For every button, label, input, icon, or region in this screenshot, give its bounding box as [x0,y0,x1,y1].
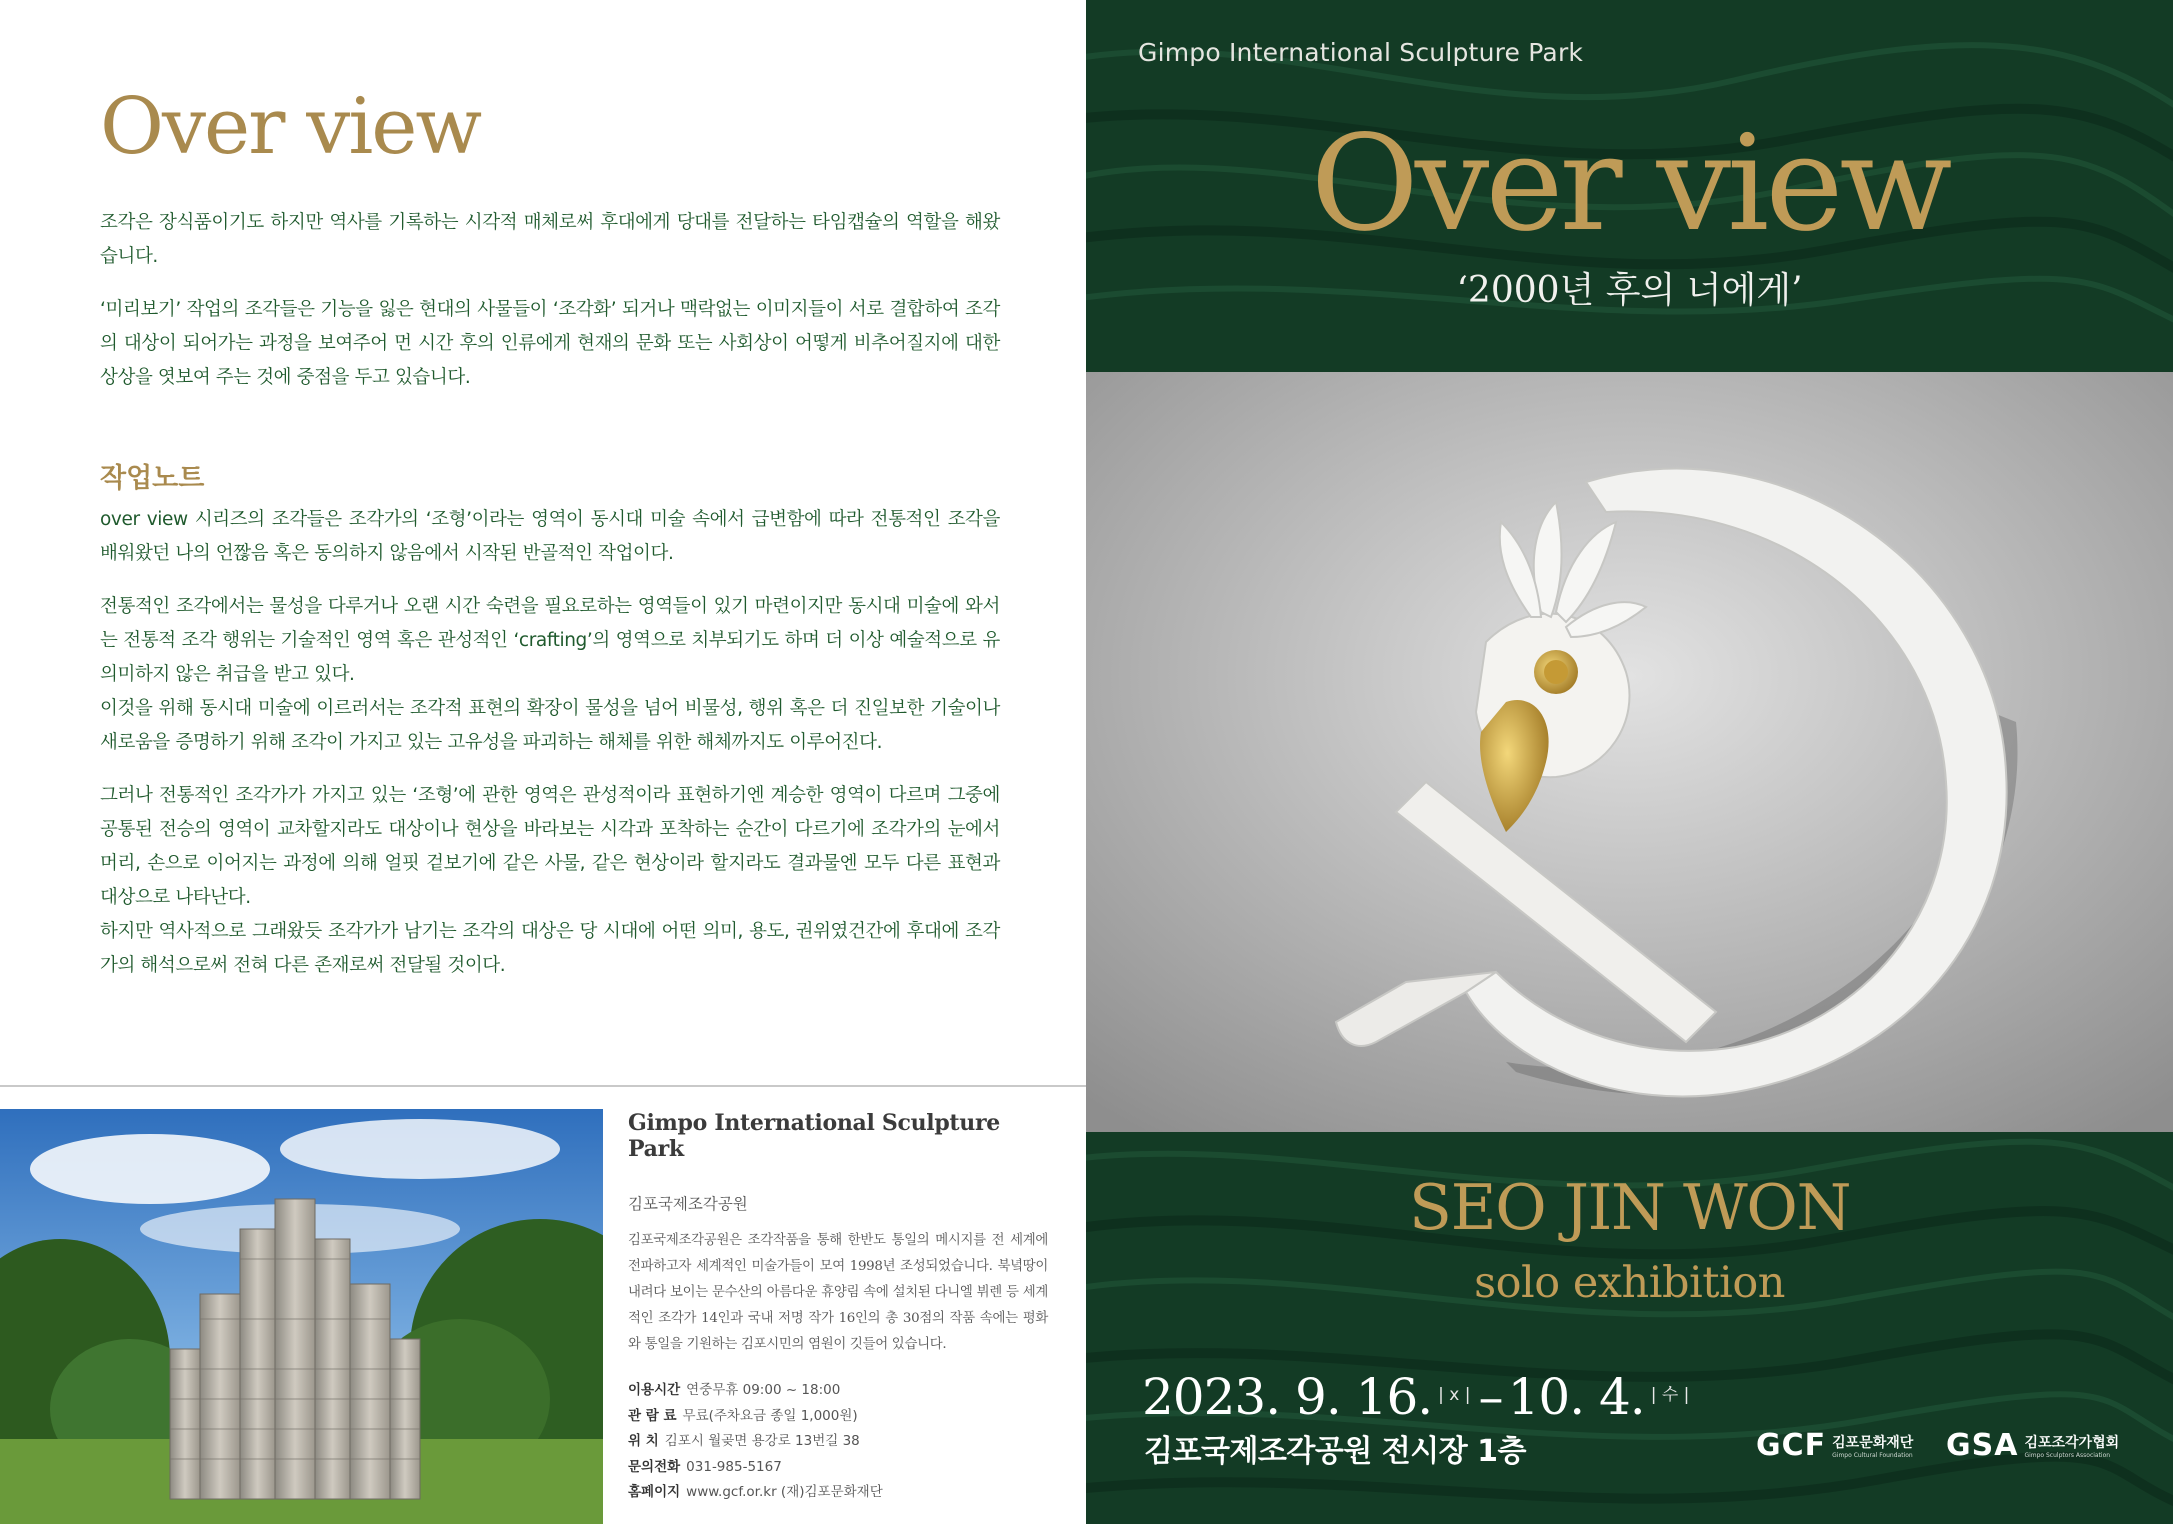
work-note-text [100,503,1000,983]
date-end-day: | 수 | [1650,1385,1690,1405]
date-separator: – [1478,1368,1503,1426]
date-end: 10. 4. [1507,1368,1645,1426]
exhibition-dates [1142,1368,1697,1426]
left-title: Over view [100,82,481,172]
artwork-photo [1086,372,2173,1132]
exhibition-title: Over view [1310,107,1949,261]
park-detail-phone: 문의전화 031-985-5167 [628,1458,782,1475]
note-paragraph: 그러나 전통적인 조각가가 가지고 있는 ‘조형’에 관한 영역은 관성적이라 표현하기엔 계승한 영역이 다르며 그중에 공통된 전승의 영역이 교차할지라도 대상이나 현상을 바라보는 시각과 포착하는 순간이 다르기에 조각가의 눈에서 머리, 손으로 이어지는 과정에 의해 얼핏 겉보기에 같은 사물, 같은 현상이라 할지라도 결과물엔 모두 다른 표현과 대상으로 나타난다. [100,785,1000,908]
intro-paragraph: 조각은 장식품이기도 하지만 역사를 기록하는 시각적 매체로써 후대에게 당대를 전달하는 타임캡슐의 역할을 해왔습니다. [100,212,1000,267]
exhibition-venue: 김포국제조각공원 전시장 1층 [1144,1434,1527,1469]
note-paragraph: 하지만 역사적으로 그래왔듯 조각가가 남기는 조각의 대상은 당 시대에 어떤 의미, 용도, 권위였건간에 후대에 조각가의 해석으로써 전혀 다른 존재로써 전달될 것이다. [100,921,1000,976]
left-page [0,0,1086,1524]
park-title: Gimpo International Sculpture Park [628,1110,1000,1162]
note-paragraph: 이것을 위해 동시대 미술에 이르러서는 조각적 표현의 확장이 물성을 넘어 비물성, 행위 혹은 더 진일보한 기술이나 새로움을 증명하기 위해 조각이 가지고 있는 고유성을 파괴하는 해체를 위한 해체까지도 이루어진다. [100,698,1000,753]
park-detail-location: 위 치 김포시 월곶면 용강로 13번길 38 [628,1433,860,1449]
park-description: 김포국제조각공원은 조각작품을 통해 한반도 통일의 메시지를 전 세계에 전파하고자 세계적인 미술가들이 모여 1998년 조성되었습니다. 북녘땅이 내려다 보이는 문수산의 아름다운 휴양림 속에 설치된 다니엘 뷔렌 등 세계적인 조각가 14인과 국내 저명 작가 16인의 총 30점의 작품 속에는 평화와 통일을 기원하는 김포시민의 염원이 깃들어 있습니다. [628,1233,1048,1352]
note-paragraph: over view 시리즈의 조각들은 조각가의 ‘조형’이라는 영역이 동시대 미술 속에서 급변함에 따라 전통적인 조각을 배워왔던 나의 언짢음 혹은 동의하지 않음에서 시작된 반골적인 작업이다. [100,509,1000,564]
date-start: 2023. 9. 16. [1142,1368,1433,1426]
exhibition-type: solo exhibition [1474,1258,1785,1308]
park-header: Gimpo International Sculpture Park [1138,38,1584,67]
park-name-korean: 김포국제조각공원 [628,1195,748,1213]
intro-text [100,206,1000,395]
gsa-logo: GSA 김포조각가협회 Gimpo Sculptors Association [1946,1428,2120,1463]
exhibition-subtitle: ‘2000년 후의 너에게’ [1456,270,1803,311]
right-page [1086,0,2173,1524]
note-paragraph: 전통적인 조각에서는 물성을 다루거나 오랜 시간 숙련을 필요로하는 영역들이 있기 마련이지만 동시대 미술에 와서는 전통적 조각 행위는 기술적인 영역 혹은 관성적인 ‘crafting’의 영역으로 치부되기도 하며 더 이상 예술적으로 유의미하지 않은 취급을 받고 있다. [100,596,1000,685]
gcf-logo: GCF 김포문화재단 Gimpo Cultural Foundation [1756,1428,1914,1463]
park-detail-website: 홈페이지 www.gcf.or.kr (재)김포문화재단 [628,1484,883,1500]
artist-name: SEO JIN WON [1408,1171,1851,1244]
section-divider [0,1085,1086,1087]
park-info [628,1110,1048,1506]
park-detail-hours: 이용시간 연중무휴 09:00 ~ 18:00 [628,1382,841,1398]
park-detail-fee: 관 람 료 무료(주차요금 종일 1,000원) [628,1407,858,1424]
park-sculpture-photo [0,1109,603,1524]
date-start-day: | x | [1438,1385,1471,1405]
work-note-heading: 작업노트 [100,463,205,494]
intro-paragraph: ‘미리보기’ 작업의 조각들은 기능을 잃은 현대의 사물들이 ‘조각화’ 되거나 맥락없는 이미지들이 서로 결합하여 조각의 대상이 되어가는 과정을 보여주어 먼 시간 후의 인류에게 현재의 문화 또는 사회상이 어떻게 비추어질지에 대한 상상을 엿보여 주는 것에 중점을 두고 있습니다. [100,299,1000,388]
